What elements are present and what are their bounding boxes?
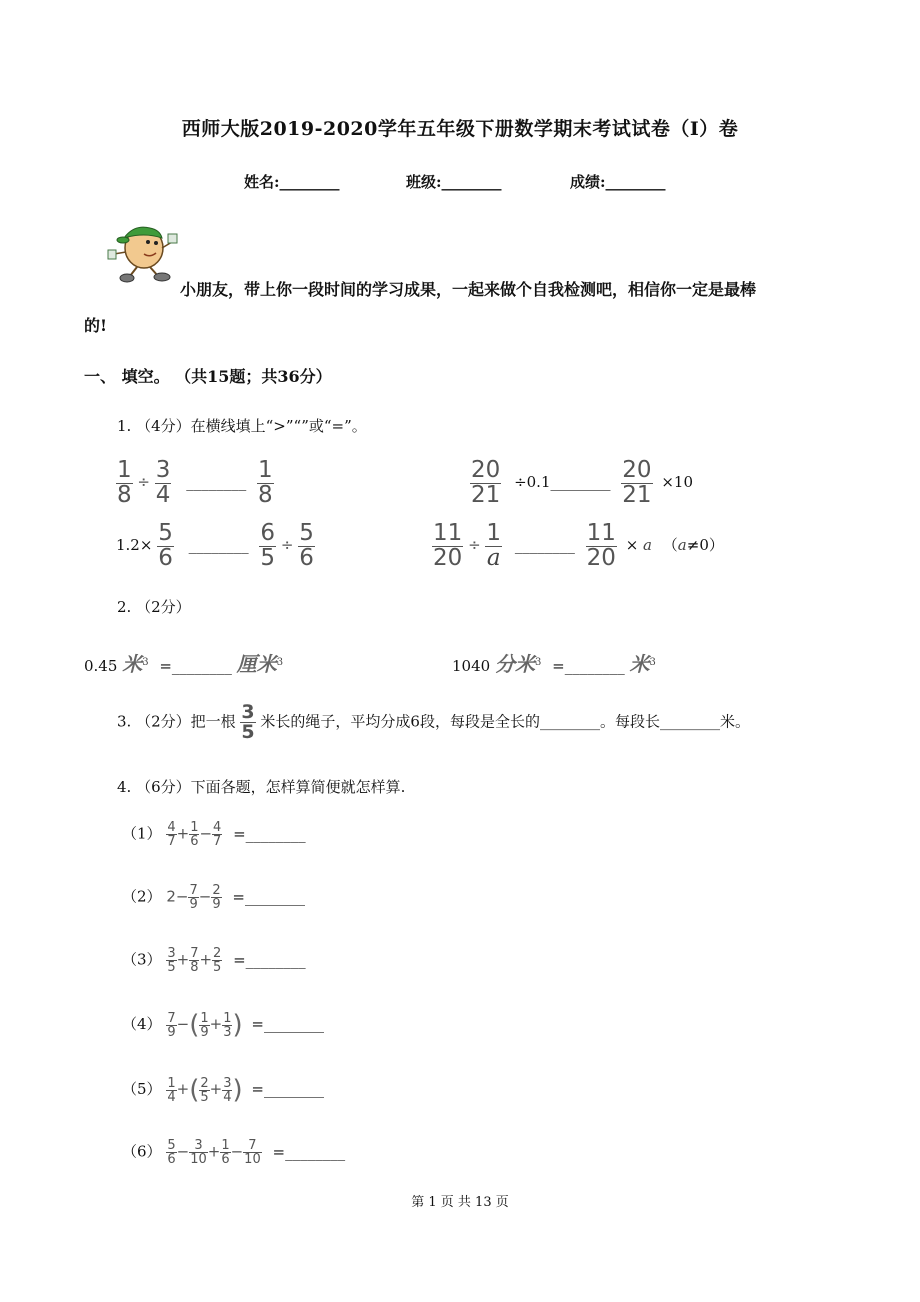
question-4-item-3: （3） $\frac{3}{5}$ + $\frac{7}{8}$ + $\frac{2}{5}$ =________ [122, 946, 306, 975]
page-title: 西师大版2019-2020学年五年级下册数学期末考试试卷（I）卷 [181, 118, 739, 140]
intro-line-1: 小朋友，带上你一段时间的学习成果，一起来做个自我检测吧，相信你一定是最棒 [180, 280, 757, 299]
intro-line-2: 的! [84, 316, 108, 335]
question-1-item-c: 1.2× $\frac{5}{6}$ ________ $\frac{6}{5}$ ÷ $\frac{5}{6}$ [116, 520, 314, 571]
name-field-label: 姓名:________ [244, 173, 340, 191]
class-field-label: 班级:________ [406, 173, 502, 191]
question-3: 3. （2分）把一根 $\frac{3}{5}$ 米长的绳子，平均分成6段，每段是全长的________。每段长________米。 [117, 701, 750, 743]
question-4-item-2: （2） 2− $\frac{7}{9}$ − $\frac{2}{9}$ =________ [122, 883, 305, 912]
question-4-item-5: （5） $\frac{1}{4}$ +( $\frac{2}{5}$ + $\frac{3}{4}$ ) =________ [122, 1075, 324, 1105]
score-field-label: 成绩:________ [570, 173, 666, 191]
question-4-item-1: （1） $\frac{4}{7}$ + $\frac{1}{6}$ − $\frac{4}{7}$ =________ [122, 820, 306, 849]
question-2-item-b: 1040 分米$^3$ =________ 米$^3$ [452, 652, 656, 676]
question-4-prompt: 4. （6分）下面各题，怎样算简便就怎样算. [117, 778, 406, 796]
question-2-prompt: 2. （2分） [117, 598, 191, 616]
question-2-item-a: 0.45 米$^3$ =________ 厘米$^3$ [84, 652, 284, 676]
question-4-item-6: （6） $\frac{5}{6}$ − $\frac{3}{10}$ + $\frac{1}{6}$ − $\frac{7}{10}$ =________ [122, 1138, 346, 1167]
question-1-item-d: $\frac{11}{20}$ ÷ $\frac{1}{a}$ ________ $\frac{11}{20}$ × a （a≠0） [433, 520, 724, 571]
section-heading: 一、 填空。 （共15题；共36分） [84, 367, 332, 386]
question-4-item-4: （4） $\frac{7}{9}$ −( $\frac{1}{9}$ + $\frac{1}{3}$ ) =________ [122, 1010, 324, 1040]
question-1-item-a: $\frac{1}{8}$ ÷ $\frac{3}{4}$ ________ $\frac{1}{8}$ [117, 457, 273, 508]
mascot-illustration [104, 218, 184, 286]
page-footer: 第 1 页 共 13 页 [411, 1195, 509, 1210]
question-1-item-b: $\frac{20}{21}$ ÷0.1________ $\frac{20}{21}$ ×10 [471, 457, 693, 508]
question-1-prompt: 1. （4分）在横线填上“>”“”或“=”。 [117, 417, 367, 435]
